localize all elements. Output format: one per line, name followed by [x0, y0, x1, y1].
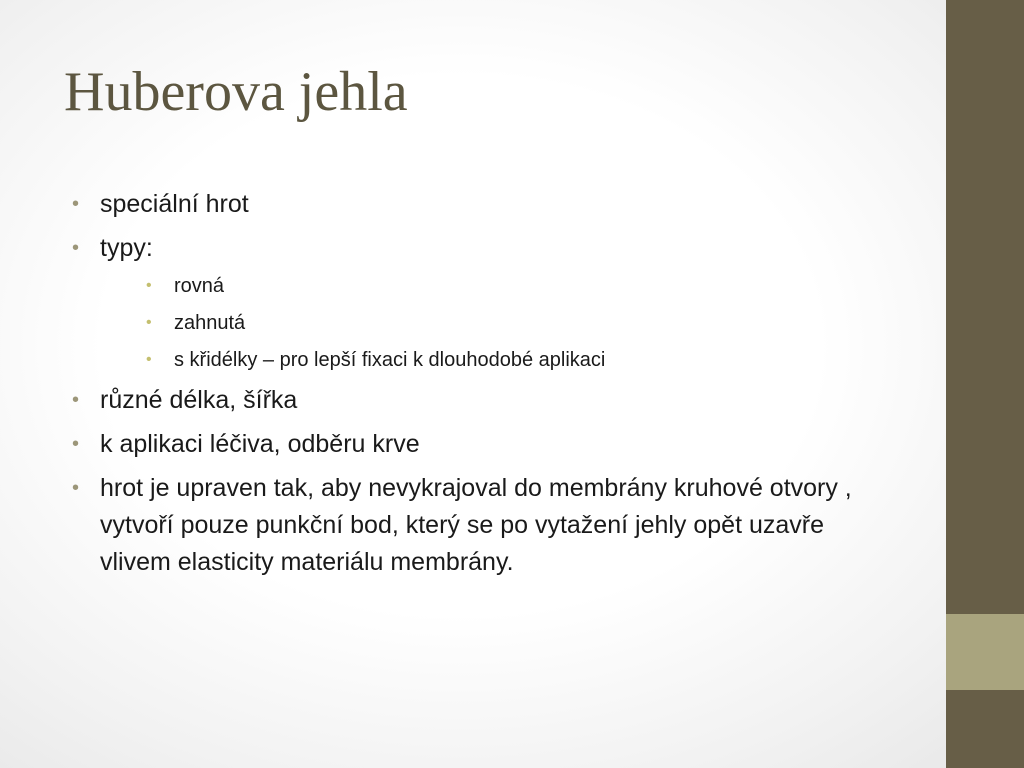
bullet-text: typy: — [100, 234, 153, 262]
sub-bullet-item: • rovná — [146, 271, 892, 301]
bullet-list — [72, 186, 892, 581]
bullet-item: • k aplikaci léčiva, odběru krve — [72, 426, 892, 463]
bullet-item: • hrot je upraven tak, aby nevykrajoval do membrány kruhové otvory , vytvoří pouze punkční bod, který se po vytažení jehly opět uzavře vlivem elasticity materiálu membrány. — [72, 470, 892, 581]
bullet-item — [72, 230, 892, 375]
bullet-item: • různé délka, šířka — [72, 382, 892, 419]
bullet-item: • speciální hrot — [72, 186, 892, 223]
sidebar-accent-block — [946, 614, 1024, 690]
sub-bullet-list — [146, 271, 892, 375]
sub-bullet-item: • s křidélky – pro lepší fixaci k dlouhodobé aplikaci — [146, 345, 892, 375]
slide-content — [72, 186, 892, 588]
slide-title: Huberova jehla — [64, 61, 408, 123]
sub-bullet-item: • zahnutá — [146, 308, 892, 338]
